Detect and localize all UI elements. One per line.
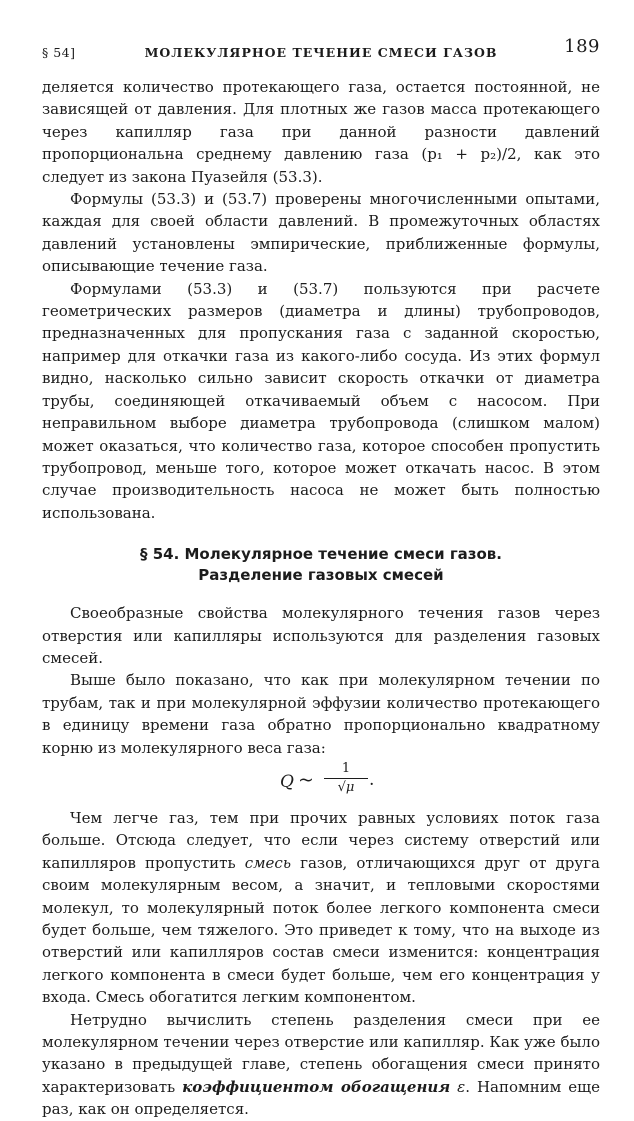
- enrichment-text-2: . Напомним еще раз, как он определяется.: [42, 1077, 601, 1119]
- paragraph-effusion: Выше было показано, что как при молекулярном течении по трубам, так и при молекулярной эффузии количество протекающего в единицу времени газа обратно пропорционально квадратному корню из молекулярного веса газа:: [42, 671, 600, 757]
- section-heading-line1: § 54. Молекулярное течение смеси газов.: [139, 545, 502, 564]
- header-title: МОЛЕКУЛЯРНОЕ ТЕЧЕНИЕ СМЕСИ ГАЗОВ: [144, 45, 498, 60]
- paragraph-intro: Своеобразные свойства молекулярного течения газов через отверстия или капилляры используются для разделения газовых смесей.: [42, 604, 600, 667]
- fraction-bar: [324, 778, 368, 779]
- mixture-text-2: газов, отличающихся друг от друга своим молекулярным весом, а значит, и тепловыми скоростями молекул, то молекулярный поток более легкого компонента смеси будет больше, чем тяжелого. Это приведет к тому, что на выходе из отверстий или капилляров состав смеси изменится: концентрация легкого компонента в смеси будет больше, чем его концентрация у входа. Смесь обогатится легким компонентом.: [42, 853, 600, 1007]
- paragraph-formulas-verified: Формулы (53.3) и (53.7) проверены многочисленными опытами, каждая для своей области давлений. В промежуточных областях давлений установлены эмпирические, приближенные формулы, описывающие течение газа.: [42, 190, 600, 276]
- formula-lhs: Q: [280, 771, 294, 792]
- mixture-text-1: Чем легче газ, тем при прочих равных условиях поток газа больше. Отсюда следует, что если через систему отверстий или капилляров пропустить: [42, 808, 600, 872]
- formula-denominator: √μ: [337, 779, 355, 795]
- running-header: [42, 36, 600, 76]
- paragraph-mixture: [42, 807, 600, 1009]
- header-section-ref: § 54]: [42, 45, 76, 60]
- formula-relation: ~: [298, 768, 314, 791]
- paragraph-continued: деляется количество протекающего газа, остается постоянной, не зависящей от давления. Для плотных же газов масса протекающего через капилляр газа при данной разности давлений пропорциональна среднему давлению газа (p₁ + p₂)/2, как это следует из закона Пуазейля (53.3).: [42, 78, 600, 186]
- enrichment-term: коэффициентом обогащения: [182, 1077, 451, 1096]
- page-number: 189: [564, 36, 600, 57]
- section-heading-line2: Разделение газовых смесей: [198, 566, 444, 585]
- enrichment-symbol: ε: [450, 1077, 466, 1096]
- paragraph-enrichment: [42, 1009, 600, 1121]
- formula-numerator: 1: [341, 760, 351, 776]
- mixture-emphasis: смесь: [244, 853, 291, 872]
- section-heading: [42, 544, 600, 586]
- formula-flow-proportionality: [42, 761, 600, 801]
- paragraph-pipeline-design: Формулами (53.3) и (53.7) пользуются при расчете геометрических размеров (диаметра и длины) трубопроводов, предназначенных для пропускания газа с заданной скоростью, например для откачки газа из какого-либо сосуда. Из этих формул видно, насколько сильно зависит скорость откачки от диаметра трубы, соединяющей откачиваемый объем с насосом. При неправильном выборе диаметра трубопровода (слишком малом) может оказаться, что количество газа, которое способен пропустить трубопровод, меньше того, которое может откачать насос. В этом случае производительность насоса не может быть полностью использована.: [42, 279, 600, 522]
- enrichment-text-1: Нетрудно вычислить степень разделения смеси при ее молекулярном течении через отверстие или капилляр. Как уже было указано в предыдущей главе, степень обогащения смеси принято характеризовать: [42, 1010, 600, 1096]
- formula-fraction: [324, 761, 368, 796]
- formula-period: .: [369, 769, 375, 790]
